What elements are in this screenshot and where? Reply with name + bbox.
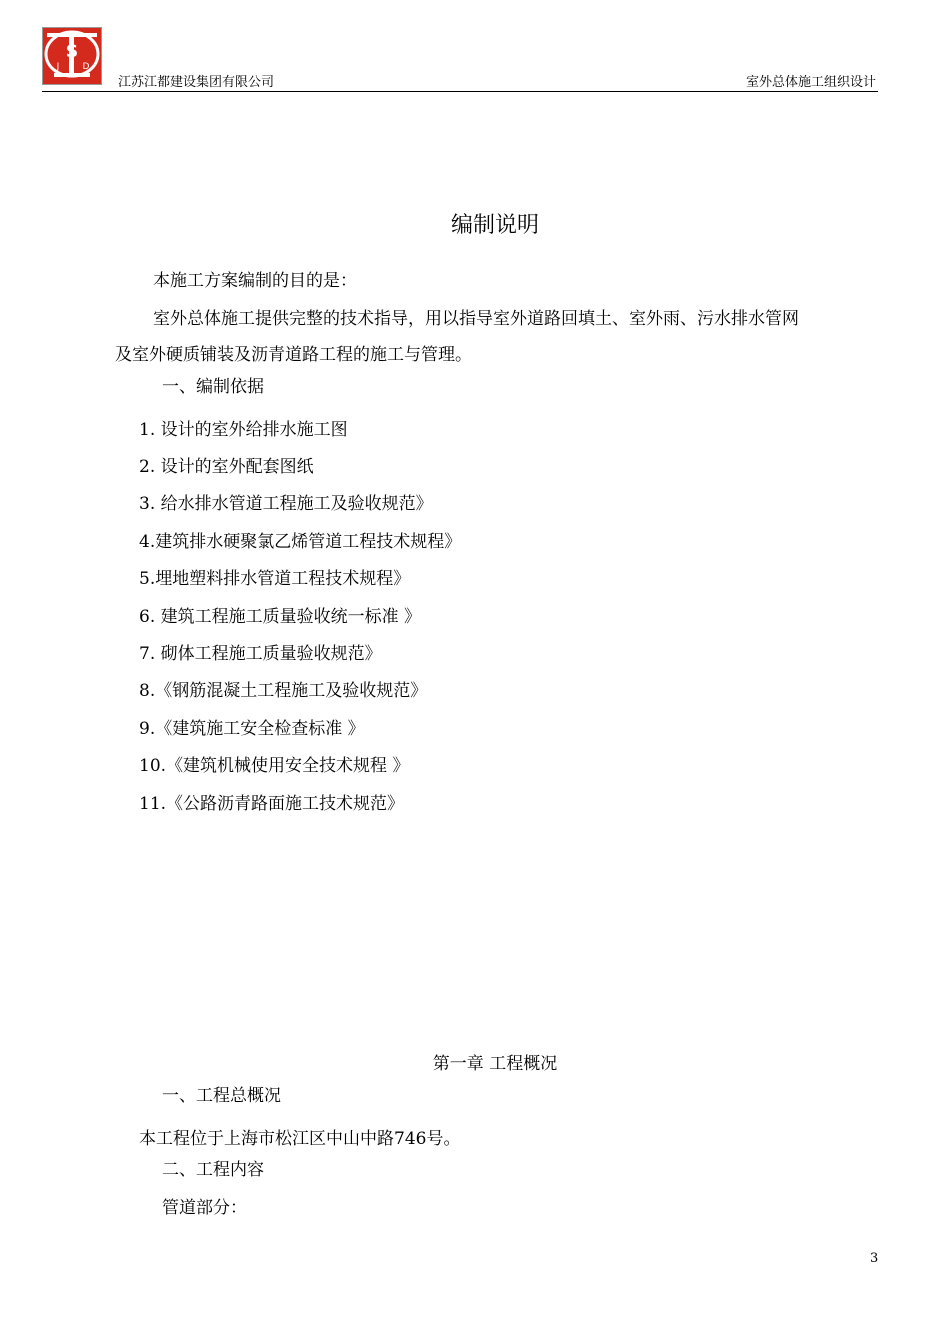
reference-item: 2. 设计的室外配套图纸 — [139, 457, 314, 477]
page-title: 编制说明 — [450, 213, 539, 238]
intro-line-2: 室外总体施工提供完整的技术指导，用以指导室外道路回填土、室外雨、污水排水管网 — [153, 309, 799, 329]
reference-item: 11.《公路沥青路面施工技术规范》 — [139, 794, 405, 814]
header-document-title: 室外总体施工组织设计 — [745, 75, 876, 90]
header-divider — [42, 91, 878, 92]
logo-letter-d: D — [82, 62, 90, 72]
reference-item: 1. 设计的室外给排水施工图 — [139, 420, 348, 440]
logo-letter-j: J — [56, 62, 60, 72]
section-heading-content: 二、工程内容 — [162, 1160, 264, 1180]
reference-item: 3. 给水排水管道工程施工及验收规范》 — [139, 494, 433, 514]
reference-item: 4.建筑排水硬聚氯乙烯管道工程技术规程》 — [139, 532, 462, 552]
reference-item: 7. 砌体工程施工质量验收规范》 — [139, 644, 382, 664]
reference-item: 5.埋地塑料排水管道工程技术规程》 — [139, 569, 411, 589]
reference-item: 10.《建筑机械使用安全技术规程 》 — [139, 756, 410, 776]
logo-letter-s: S — [65, 42, 79, 62]
basis-heading: 一、编制依据 — [162, 377, 264, 397]
header-company-name: 江苏江都建设集团有限公司 — [118, 75, 275, 90]
section-heading-overview: 一、工程总概况 — [162, 1086, 281, 1106]
chapter-title: 第一章 工程概况 — [432, 1054, 558, 1074]
page-number: 3 — [870, 1251, 879, 1266]
reference-item: 8.《钢筋混凝土工程施工及验收规范》 — [139, 681, 428, 701]
intro-line-3: 及室外硬质铺装及沥青道路工程的施工与管理。 — [115, 345, 472, 365]
reference-item: 9.《建筑施工安全检查标准 》 — [139, 719, 365, 739]
reference-item: 6. 建筑工程施工质量验收统一标准 》 — [139, 607, 422, 627]
project-location: 本工程位于上海市松江区中山中路746号。 — [139, 1129, 461, 1149]
pipe-section-label: 管道部分： — [162, 1198, 247, 1218]
company-logo — [42, 27, 102, 85]
intro-line-1: 本施工方案编制的目的是： — [153, 271, 357, 291]
